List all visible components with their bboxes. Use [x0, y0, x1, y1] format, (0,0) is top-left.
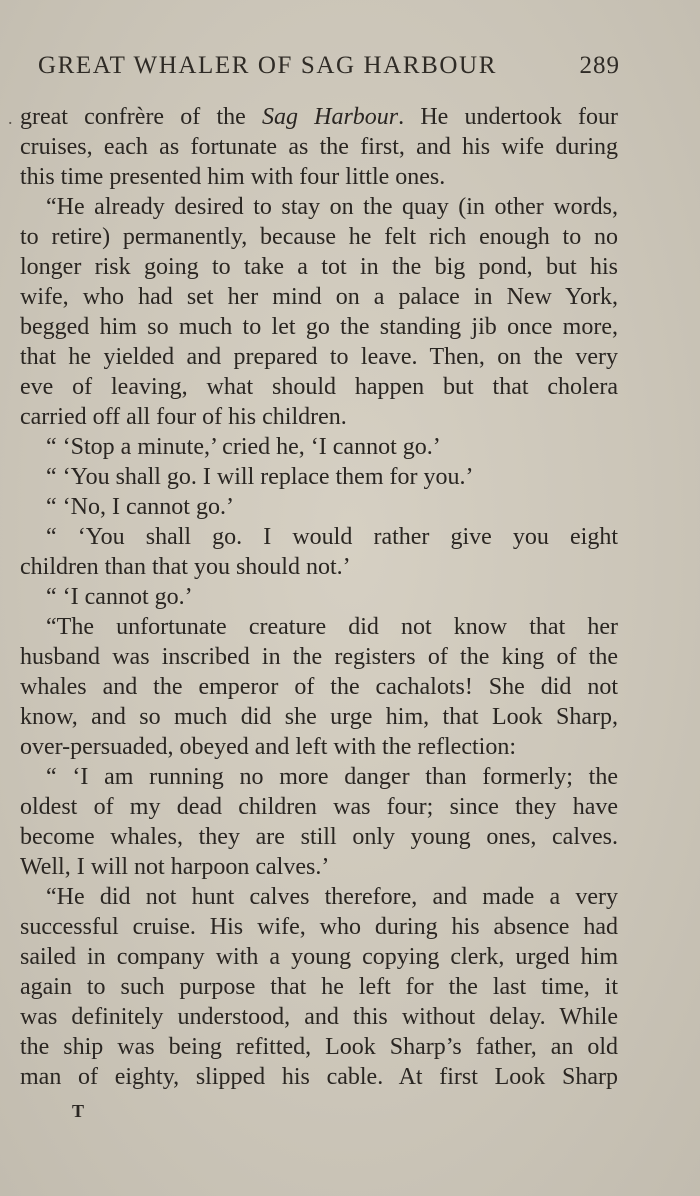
text-line: “The unfortunate creature did not know that her: [46, 614, 618, 640]
text-line: begged him so much to let go the standing jib once more,: [20, 314, 618, 340]
text-line: wife, who had set her mind on a palace in New York,: [20, 284, 618, 310]
ship-name: Sag Harbour: [261, 104, 399, 130]
text-line: great confrère of the Sag Harbour. He undertook four: [20, 104, 618, 130]
text-line: the ship was being refitted, Look Sharp’s father, an old: [20, 1034, 618, 1060]
text-line: whales and the emperor of the cachalots! She did not: [20, 674, 618, 700]
text-line: “ ‘I am running no more danger than formerly; the: [46, 764, 618, 790]
text-line: that he yielded and prepared to leave. Then, on the very: [20, 344, 618, 370]
text-line: “ ‘Stop a minute,’ cried he, ‘I cannot go.’: [46, 434, 441, 460]
text-line: “ ‘You shall go. I would rather give you eight: [46, 524, 618, 550]
body-text: [20, 102, 618, 1092]
text-line: know, and so much did she urge him, that Look Sharp,: [20, 704, 618, 730]
text-line: successful cruise. His wife, who during his absence had: [20, 914, 618, 940]
text-line: “ ‘I cannot go.’: [46, 584, 193, 610]
text-line: children than that you should not.’: [20, 554, 351, 580]
page-number: 289: [579, 52, 620, 79]
text-line: cruises, each as fortunate as the first, and his wife during: [20, 134, 618, 160]
text-line: again to such purpose that he left for the last time, it: [20, 974, 618, 1000]
text-line: this time presented him with four little ones.: [20, 164, 446, 190]
text-line: “He did not hunt calves therefore, and made a very: [46, 884, 618, 910]
stray-mark: .: [8, 108, 13, 128]
text-line: eve of leaving, what should happen but that cholera: [20, 374, 618, 400]
running-head: [38, 52, 620, 88]
text-line: longer risk going to take a tot in the big pond, but his: [20, 254, 618, 280]
text-line: husband was inscribed in the registers of the king of the: [20, 644, 618, 670]
signature-mark: T: [72, 1101, 85, 1121]
text-line: to retire) permanently, because he felt rich enough to no: [20, 224, 618, 250]
text-line: become whales, they are still only young ones, calves.: [20, 824, 618, 850]
text-line: was definitely understood, and this without delay. While: [20, 1004, 618, 1030]
text-line: over-persuaded, obeyed and left with the reflection:: [20, 734, 516, 760]
text-line: “He already desired to stay on the quay (in other words,: [46, 194, 618, 220]
text-line: carried off all four of his children.: [20, 404, 347, 430]
text-line: “ ‘You shall go. I will replace them for you.’: [46, 464, 474, 490]
text-line: oldest of my dead children was four; since they have: [20, 794, 618, 820]
text-line: Well, I will not harpoon calves.’: [20, 854, 330, 880]
text-line: “ ‘No, I cannot go.’: [46, 494, 234, 520]
running-title: GREAT WHALER OF SAG HARBOUR: [38, 52, 497, 79]
text-line: man of eighty, slipped his cable. At first Look Sharp: [20, 1064, 618, 1090]
text-line: sailed in company with a young copying clerk, urged him: [20, 944, 618, 970]
